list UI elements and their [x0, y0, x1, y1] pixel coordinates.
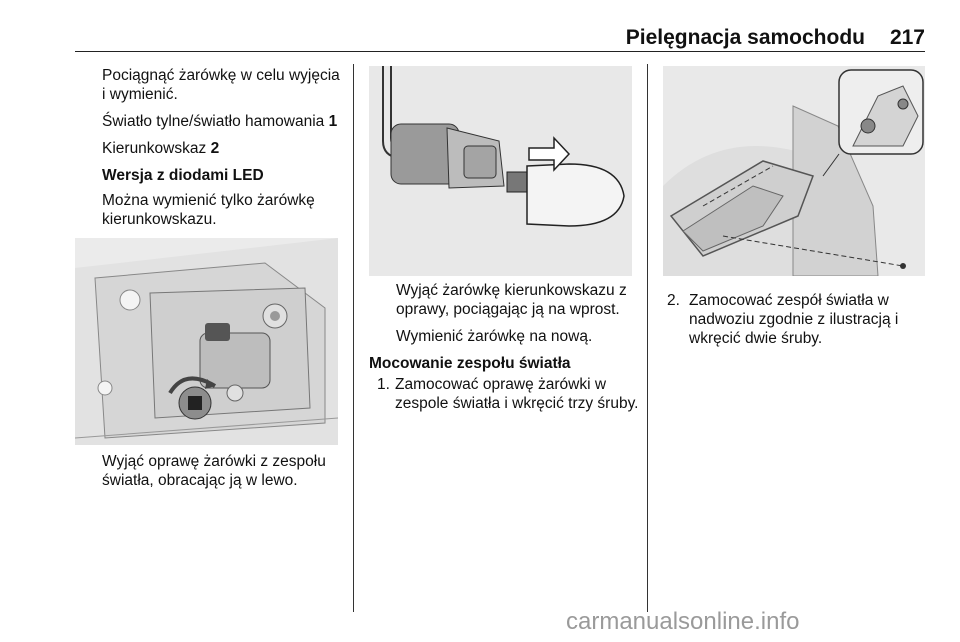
page-title: Pielęgnacja samochodu [625, 26, 865, 49]
lamp-mounting-drawing [663, 66, 925, 276]
lamp-mounting-illustration [663, 66, 925, 276]
column-2-text [396, 281, 636, 354]
column-1-text [102, 66, 342, 237]
section-heading-mounting: Mocowanie zespołu światła [369, 355, 571, 372]
column-2-section [369, 354, 639, 413]
bulb-removal-illustration [369, 66, 632, 276]
step-2-text: Zamocować zespół światła w nadwoziu zgodnie z ilustracją i wkręcić dwie śruby. [689, 292, 899, 347]
callout-1: 1 [328, 113, 338, 130]
lamp-housing-drawing [75, 238, 338, 445]
column-divider-1 [353, 64, 354, 612]
header-rule [75, 51, 925, 52]
page-header [75, 26, 925, 50]
callout-2: 2 [210, 140, 220, 157]
paragraph-pull-bulb: Pociągnąć żarówkę w celu wyjęcia i wymienić. [102, 67, 340, 103]
step-1 [369, 375, 639, 413]
paragraph-tail-light: Światło tylne/światło hamowania 1 [102, 113, 338, 130]
section-heading-led: Wersja z diodami LED [102, 167, 264, 184]
step-1-text: Zamocować oprawę żarówki w zespole światła i wkręcić trzy śruby. [395, 376, 639, 412]
column-divider-2 [647, 64, 648, 612]
lamp-housing-illustration [75, 238, 338, 445]
paragraph-led-note: Można wymienić tylko żarówkę kierunkowskazu. [102, 192, 315, 228]
caption-replace-bulb: Wymienić żarówkę na nową. [396, 328, 593, 345]
paragraph-indicator: Kierunkowskaz 2 [102, 140, 220, 157]
page-number: 217 [889, 26, 925, 49]
caption-pull-bulb: Wyjąć żarówkę kierunkowskazu z oprawy, pociągając ją na wprost. [396, 282, 627, 318]
column-3-text [663, 291, 925, 348]
watermark: carmanualsonline.info [566, 608, 800, 635]
step-2-number: 2. [667, 292, 680, 309]
bulb-drawing [369, 66, 632, 276]
step-2 [663, 291, 925, 348]
caption-remove-holder: Wyjąć oprawę żarówki z zespołu światła, obracając ją w lewo. [102, 453, 326, 489]
step-1-number: 1. [377, 376, 390, 393]
